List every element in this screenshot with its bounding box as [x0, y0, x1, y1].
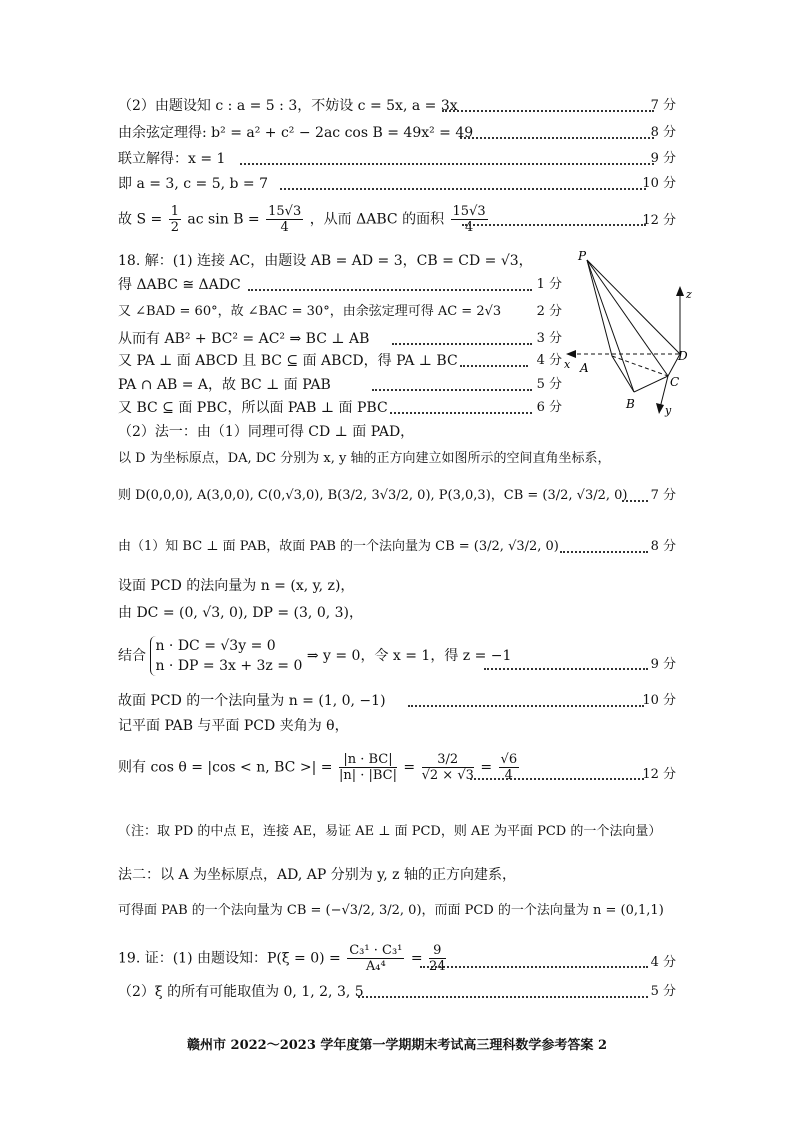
label-x: x [564, 358, 571, 371]
score-10: 4 分 [536, 353, 562, 368]
line-20: 故面 PCD 的一个法向量为 n = (1, 0, −1) [118, 693, 386, 709]
area-text-a: 故 S = [118, 211, 163, 228]
equation-system [150, 636, 302, 676]
frac-den: 2 [170, 220, 179, 235]
edge-PC [587, 260, 668, 376]
equation-1: n · DC = √3y = 0 [155, 638, 276, 654]
equals: = [480, 759, 493, 776]
area-text-b: ac sin B = [187, 211, 260, 228]
fraction [266, 204, 303, 235]
frac-num: C₃¹ · C₃¹ [349, 943, 403, 958]
dot-leader [460, 137, 654, 139]
dot-leader [460, 365, 528, 367]
frac-den: 4 [504, 768, 513, 783]
equation-2: n · DP = 3x + 3z = 0 [155, 658, 303, 674]
cos-prefix: 则有 cos θ = |cos < n, BC >| = [118, 759, 333, 776]
equals: = [410, 950, 423, 967]
score-26: 4 分 [650, 955, 676, 970]
line-18: 由 DC = (0, √3, 0), DP = (3, 0, 3)， [118, 605, 364, 621]
dot-leader [240, 163, 654, 165]
frac-num: 9 [429, 943, 446, 959]
dot-leader [408, 705, 644, 707]
edge-PA [587, 260, 612, 356]
line-2: 由余弦定理得: b² = a² + c² − 2ac cos B = 49x² = 49 [118, 125, 474, 141]
system-result: ⇒ y = 0，令 x = 1，得 z = −1 [306, 648, 512, 664]
frac-den: 4 [280, 220, 289, 235]
line-7: 得 ΔABC ≅ ΔADC [118, 277, 241, 293]
frac-num: 1 [170, 204, 179, 219]
fraction [169, 204, 181, 235]
edge-PD [587, 260, 680, 354]
line-23: （注：取 PD 的中点 E，连接 AE，易证 AE ⊥ 面 PCD，则 AE 为平面 PCD 的一个法向量） [118, 824, 662, 839]
score-20: 10 分 [642, 693, 676, 708]
line-9: 从而有 AB² + BC² = AC² ⇒ BC ⊥ AB [118, 331, 370, 347]
fraction [451, 204, 488, 235]
line-27: （2）ξ 的所有可能取值为 0, 1, 2, 3, 5 [118, 984, 364, 1000]
fraction [339, 752, 397, 783]
area-text-c: ，从而 ΔABC 的面积 [309, 211, 445, 228]
fraction [422, 752, 474, 783]
frac-den: |n| · |BC| [338, 768, 397, 783]
page-footer: 赣州市 2022～2023 学年度第一学期期末考试高三理科数学参考答案 2 [187, 1038, 607, 1053]
line-26 [118, 943, 448, 974]
score-9: 3 分 [536, 331, 562, 346]
dot-leader [390, 412, 532, 414]
line-10: 又 PA ⊥ 面 ABCD 且 BC ⊆ 面 ABCD，得 PA ⊥ BC [118, 353, 458, 369]
score-5: 12 分 [642, 213, 676, 228]
system-prefix: 结合 [118, 648, 146, 664]
line-3: 联立解得：x = 1 [118, 151, 226, 167]
line-21: 记平面 PAB 与平面 PCD 夹角为 θ， [118, 718, 349, 734]
frac-den: √2 × √3 [421, 768, 474, 783]
label-z: z [686, 288, 692, 301]
q19-prefix: 19. 证：(1) 由题设知：P(ξ = 0) = [118, 950, 341, 967]
frac-den: A₄⁴ [365, 959, 386, 974]
score-2: 8 分 [650, 125, 676, 140]
edge-AC [612, 356, 668, 376]
dot-leader [420, 966, 648, 968]
edge-PB [587, 260, 634, 392]
line-1: （2）由题设知 c : a = 5 : 3，不妨设 c = 5x, a = 3x [118, 98, 458, 114]
dot-leader [622, 500, 648, 502]
score-27: 5 分 [650, 984, 676, 999]
frac-den: 4 [464, 220, 474, 235]
line-16: 由（1）知 BC ⊥ 面 PAB，故面 PAB 的一个法向量为 CB = (3/2, √3/2, 0) [118, 539, 559, 554]
dot-leader [392, 343, 532, 345]
axis-z-arrow [676, 286, 684, 296]
score-3: 9 分 [650, 151, 676, 166]
dot-leader [248, 289, 532, 291]
frac-num: |n · BC| [339, 752, 397, 768]
line-15: 则 D(0,0,0), A(3,0,0), C(0,√3,0), B(3/2, 3√3/2, 0), P(3,0,3)，CB = (3/2, √3/2, 0) [118, 488, 628, 503]
label-D: D [678, 349, 688, 363]
score-11: 5 分 [536, 377, 562, 392]
line-6: 18. 解：(1) 连接 AC，由题设 AB = AD = 3，CB = CD = √3， [118, 253, 533, 269]
pyramid-figure [562, 248, 702, 423]
score-15: 7 分 [650, 488, 676, 503]
label-B: B [626, 397, 635, 411]
line-12: 又 BC ⊆ 面 PBC，所以面 PAB ⊥ 面 PBC [118, 400, 388, 416]
score-7: 1 分 [536, 277, 562, 292]
line-8: 又 ∠BAD = 60°，故 ∠BAC = 30°，由余弦定理可得 AC = 2√3 [118, 304, 502, 319]
line-11: PA ∩ AB = A，故 BC ⊥ 面 PAB [118, 377, 331, 393]
line-25: 可得面 PAB 的一个法向量为 CB = (−√3/2, 3/2, 0)，而面 PCD 的一个法向量为 n = (0,1,1) [118, 903, 664, 918]
dot-leader [442, 110, 654, 112]
dot-leader [560, 551, 648, 553]
dot-leader [372, 389, 532, 391]
line-4: 即 a = 3, c = 5, b = 7 [118, 176, 269, 192]
score-16: 8 分 [650, 539, 676, 554]
line-5 [118, 204, 490, 235]
score-8: 2 分 [536, 304, 562, 319]
frac-num: 3/2 [422, 752, 474, 768]
line-14: 以 D 为坐标原点，DA, DC 分别为 x, y 轴的正方向建立如图所示的空间直角坐标系， [118, 451, 611, 466]
equals: = [403, 759, 416, 776]
fraction [347, 943, 404, 974]
edge-BC [634, 376, 668, 392]
label-P: P [578, 249, 587, 263]
score-12: 6 分 [536, 400, 562, 415]
line-22 [118, 752, 521, 783]
dot-leader [484, 668, 648, 670]
label-C: C [670, 375, 680, 389]
line-17: 设面 PCD 的法向量为 n = (x, y, z)， [118, 578, 355, 594]
line-19 [118, 636, 511, 676]
axis-y-arrow [656, 403, 664, 414]
dot-leader [280, 188, 646, 190]
label-A: A [580, 361, 589, 375]
score-4: 10 分 [642, 176, 676, 191]
dot-leader [462, 224, 646, 226]
label-y: y [665, 404, 672, 417]
dot-leader [358, 996, 648, 998]
frac-den: 24 [429, 959, 446, 974]
frac-num: √6 [500, 752, 518, 767]
line-13: （2）法一：由（1）同理可得 CD ⊥ 面 PAD， [118, 424, 415, 440]
axis-x-arrow [566, 350, 576, 358]
frac-num: 15√3 [452, 204, 486, 219]
score-22: 12 分 [642, 767, 676, 782]
frac-num: 15√3 [268, 204, 302, 219]
dot-leader [470, 778, 644, 780]
score-19: 9 分 [650, 657, 676, 672]
line-24: 法二：以 A 为坐标原点，AD, AP 分别为 y, z 轴的正方向建系， [118, 867, 516, 883]
fraction [429, 943, 446, 974]
score-1: 7 分 [650, 98, 676, 113]
